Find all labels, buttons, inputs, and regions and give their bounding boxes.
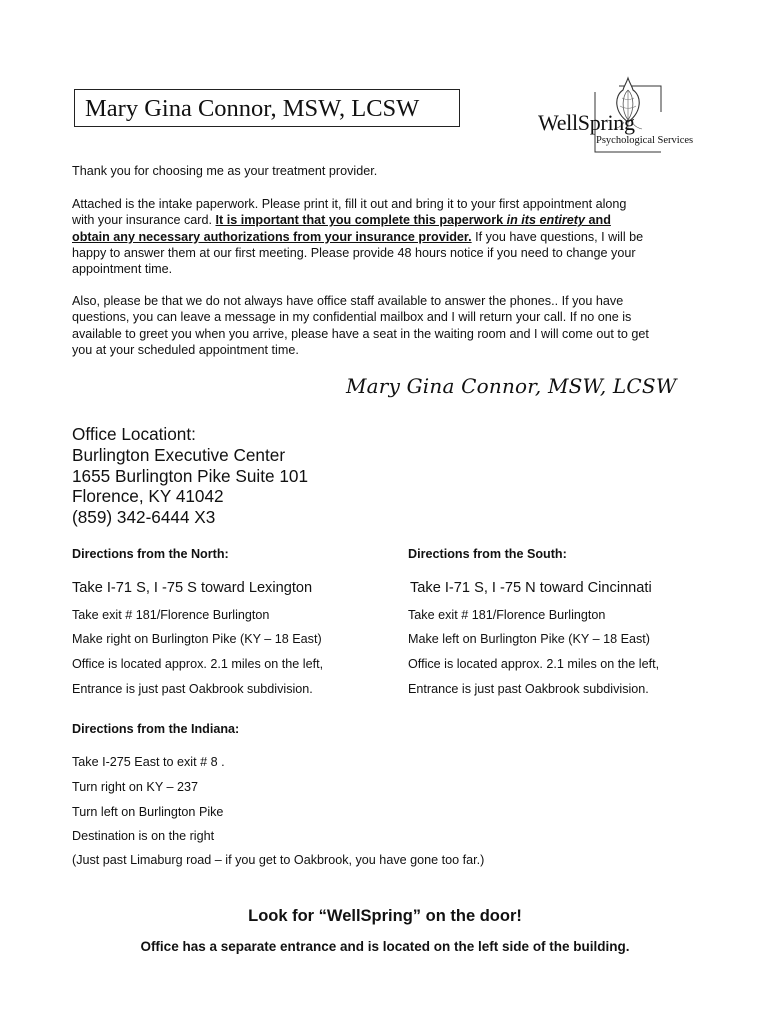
paperwork-line-2 (72, 212, 643, 228)
entrance-note: Office has a separate entrance and is located on the left side of the building. (140, 939, 630, 954)
north-step-3: Make right on Burlington Pike (KY – 18 East) (72, 632, 322, 646)
staff-line-4: you at your scheduled appointment time. (72, 342, 299, 357)
paperwork-paragraph (72, 196, 643, 277)
north-step-1: Take I-71 S, I -75 S toward Lexington (72, 580, 313, 596)
logo-subtitle: Psychological Services (596, 135, 694, 146)
staff-line-2: questions, you can leave a message in my confidential mailbox and I will return your call. If no one is (72, 310, 632, 325)
office-city: Florence, KY 41042 (72, 486, 224, 507)
north-step-4: Office is located approx. 2.1 miles on the left, (72, 657, 324, 671)
indiana-note: (Just past Limaburg road – if you get to Oakbrook, you have gone too far.) (72, 853, 485, 867)
staff-line-3: available to greet you when you arrive, please have a seat in the waiting room and I will come out to get (72, 326, 649, 341)
paperwork-line-4: happy to answer them at our first meeting. Please provide 48 hours notice if you need to change your (72, 245, 636, 260)
logo-wordmark: WellSpring (538, 110, 635, 135)
signature: Mary Gina Connor, MSW, LCSW (346, 374, 677, 398)
entirety-emphasis: in its entirety (506, 213, 585, 228)
name-box (74, 89, 460, 127)
indiana-step-1: Take I-275 East to exit # 8 . (72, 755, 225, 769)
paperwork-line-5: appointment time. (72, 262, 173, 277)
door-sign-note: Look for “WellSpring” on the door! (248, 907, 522, 925)
south-step-2: Take exit # 181/Florence Burlington (408, 608, 606, 622)
south-step-1: Take I-71 S, I -75 N toward Cincinnati (410, 580, 652, 596)
paperwork-line-2-start: with your insurance card. (72, 213, 216, 228)
important-notice-and: and (585, 213, 611, 228)
provider-name-title: Mary Gina Connor, MSW, LCSW (85, 95, 420, 122)
office-building: Burlington Executive Center (72, 444, 286, 465)
office-heading: Office Locationt: (72, 424, 196, 444)
south-step-4: Office is located approx. 2.1 miles on the left, (408, 657, 660, 671)
south-step-5: Entrance is just past Oakbrook subdivision. (408, 682, 649, 696)
north-step-5: Entrance is just past Oakbrook subdivision. (72, 682, 313, 696)
indiana-heading: Directions from the Indiana: (72, 722, 240, 736)
intro-paragraph: Thank you for choosing me as your treatment provider. (72, 164, 378, 178)
office-staff-paragraph (72, 293, 649, 358)
office-phone: (859) 342-6444 X3 (72, 507, 216, 528)
south-heading: Directions from the South: (408, 547, 567, 561)
south-step-3: Make left on Burlington Pike (KY – 18 East) (408, 632, 650, 646)
indiana-step-3: Turn left on Burlington Pike (72, 805, 224, 819)
paperwork-line-3 (72, 229, 643, 245)
staff-line-1: Also, please be that we do not always have office staff available to answer the phones.. If you have (72, 294, 624, 308)
indiana-step-2: Turn right on KY – 237 (72, 780, 199, 794)
paperwork-line-1: Attached is the intake paperwork. Please print it, fill it out and bring it to your first appointment along (72, 197, 627, 211)
indiana-step-4: Destination is on the right (72, 829, 215, 843)
authorization-notice: obtain any necessary authorizations from your insurance provider. (72, 229, 472, 244)
important-notice: It is important that you complete this paperwork (215, 213, 507, 228)
north-heading: Directions from the North: (72, 547, 229, 561)
north-step-2: Take exit # 181/Florence Burlington (72, 608, 270, 622)
office-location (72, 424, 308, 528)
office-street: 1655 Burlington Pike Suite 101 (72, 465, 309, 486)
paperwork-line-3-end: If you have questions, I will be (471, 229, 644, 244)
